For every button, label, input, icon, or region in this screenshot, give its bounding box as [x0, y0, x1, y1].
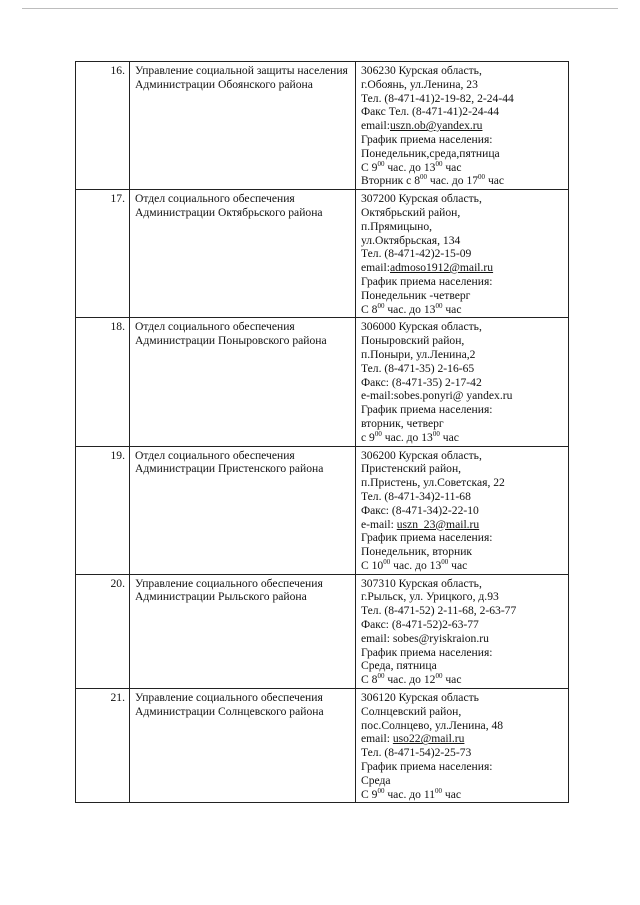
info-line: Поныровский район,: [361, 334, 465, 348]
info-line: пос.Солнцево, ул.Ленина, 48: [361, 718, 504, 732]
info-line: п.Пристень, ул.Советская, 22: [361, 476, 505, 490]
contact-info: [356, 446, 569, 574]
email-prefix: email:: [361, 119, 390, 133]
contact-info: [356, 62, 569, 190]
contact-info: [356, 689, 569, 803]
info-line: Факс: (8-471-34)2-22-10: [361, 503, 479, 517]
email-line: [361, 732, 564, 746]
schedule-hours: [361, 788, 564, 802]
row-number: 21.: [76, 689, 130, 803]
info-line: 306120 Курская область: [361, 691, 479, 705]
info-line: e-mail:sobes.ponyri@ yandex.ru: [361, 389, 513, 403]
hours-text: час: [448, 558, 468, 572]
info-line: Тел. (8-471-42)2-15-09: [361, 247, 472, 261]
minutes-superscript: 00: [377, 786, 385, 795]
info-line: Факс: (8-471-35) 2-17-42: [361, 375, 482, 389]
info-line: п.Поныри, ул.Ленина,2: [361, 347, 476, 361]
email-prefix: email:: [361, 732, 393, 746]
scan-edge-line: [22, 8, 618, 9]
hours-text: Вторник с 8: [361, 174, 421, 188]
table-row: [76, 62, 569, 190]
hours-text: час. до 13: [384, 302, 436, 316]
minutes-superscript: 00: [377, 301, 385, 310]
info-line: Факс: (8-471-52)2-63-77: [361, 618, 479, 632]
row-number: 18.: [76, 318, 130, 446]
info-line: email: sobes@ryiskraion.ru: [361, 631, 489, 645]
contact-info: [356, 574, 569, 688]
hours-text: час: [442, 302, 462, 316]
organization-name: Отдел социального обеспечения Администрации Пристенского района: [130, 446, 356, 574]
info-line: п.Прямицыно,: [361, 219, 433, 233]
hours-text: час: [439, 430, 459, 444]
info-line: ул.Октябрьская, 134: [361, 233, 461, 247]
row-number: 17.: [76, 190, 130, 318]
hours-text: С 8: [361, 302, 378, 316]
info-line: Понедельник,среда,пятница: [361, 146, 500, 160]
info-line: График приема населения:: [361, 132, 493, 146]
info-line: Октябрьский район,: [361, 205, 461, 219]
email-line: [361, 261, 564, 275]
hours-text: с 9: [361, 430, 375, 444]
table-row: [76, 574, 569, 688]
info-line: г.Рыльск, ул. Урицкого, д.93: [361, 590, 499, 604]
minutes-superscript: 00: [435, 672, 443, 681]
email-link[interactable]: uso22@mail.ru: [392, 732, 465, 746]
hours-text: час. до 17: [427, 174, 479, 188]
minutes-superscript: 00: [383, 557, 391, 566]
info-line: 307200 Курская область,: [361, 192, 482, 206]
minutes-superscript: 00: [435, 786, 443, 795]
hours-text: час. до 11: [384, 787, 436, 801]
info-line: График приема населения:: [361, 274, 493, 288]
info-line: Тел. (8-471-41)2-19-82, 2-24-44: [361, 91, 514, 105]
schedule-hours: [361, 303, 564, 317]
schedule-hours: [361, 174, 564, 188]
contact-info: [356, 318, 569, 446]
minutes-superscript: 00: [441, 557, 449, 566]
info-line: Пристенский район,: [361, 462, 462, 476]
email-prefix: e-mail:: [361, 517, 397, 531]
info-line: Тел. (8-471-52) 2-11-68, 2-63-77: [361, 604, 517, 618]
email-link[interactable]: uszn.ob@yandex.ru: [389, 119, 483, 133]
info-line: Тел. (8-471-35) 2-16-65: [361, 361, 475, 375]
email-link[interactable]: uszn_23@mail.ru: [396, 517, 480, 531]
info-line: График приема населения:: [361, 645, 493, 659]
info-line: Солнцевский район,: [361, 704, 462, 718]
table-row: [76, 689, 569, 803]
info-line: Тел. (8-471-54)2-25-73: [361, 746, 472, 760]
schedule-hours: [361, 431, 564, 445]
info-line: 306000 Курская область,: [361, 320, 482, 334]
minutes-superscript: 00: [377, 159, 385, 168]
row-number: 16.: [76, 62, 130, 190]
row-number: 20.: [76, 574, 130, 688]
info-line: Тел. (8-471-34)2-11-68: [361, 489, 471, 503]
info-line: График приема населения:: [361, 531, 493, 545]
organization-name: Управление социального обеспечения Администрации Рыльского района: [130, 574, 356, 688]
hours-text: час: [442, 673, 462, 687]
minutes-superscript: 00: [420, 173, 428, 182]
info-line: График приема населения:: [361, 403, 493, 417]
hours-text: час: [442, 160, 462, 174]
schedule-hours: [361, 559, 564, 573]
info-line: 306230 Курская область,: [361, 64, 482, 77]
organization-name: Отдел социального обеспечения Администрации Октябрьского района: [130, 190, 356, 318]
hours-text: час. до 13: [384, 160, 436, 174]
hours-text: С 10: [361, 558, 384, 572]
row-number: 19.: [76, 446, 130, 574]
email-link[interactable]: admoso1912@mail.ru: [389, 261, 494, 275]
contact-info: [356, 190, 569, 318]
social-services-table: [75, 61, 569, 803]
organization-name: Управление социальной защиты населения Администрации Обоянского района: [130, 62, 356, 190]
info-line: Понедельник -четверг: [361, 288, 471, 302]
info-line: 307310 Курская область,: [361, 576, 482, 590]
minutes-superscript: 00: [374, 429, 382, 438]
hours-text: С 9: [361, 160, 378, 174]
info-line: 306200 Курская область,: [361, 448, 482, 462]
table-row: [76, 446, 569, 574]
email-line: [361, 119, 564, 133]
hours-text: С 8: [361, 673, 378, 687]
hours-text: час. до 13: [381, 430, 433, 444]
hours-text: С 9: [361, 787, 378, 801]
organization-name: Отдел социального обеспечения Администрации Поныровского района: [130, 318, 356, 446]
schedule-hours: [361, 161, 564, 175]
info-line: г.Обоянь, ул.Ленина, 23: [361, 77, 478, 91]
table-row: [76, 318, 569, 446]
minutes-superscript: 00: [435, 301, 443, 310]
organization-name: Управление социального обеспечения Администрации Солнцевского района: [130, 689, 356, 803]
info-line: Понедельник, вторник: [361, 545, 473, 559]
info-line: График приема населения:: [361, 760, 493, 774]
hours-text: час: [485, 174, 505, 188]
info-line: Среда: [361, 773, 391, 787]
info-line: Факс Тел. (8-471-41)2-24-44: [361, 105, 499, 119]
hours-text: час. до 13: [390, 558, 442, 572]
info-line: Среда, пятница: [361, 659, 437, 673]
minutes-superscript: 00: [478, 173, 486, 182]
info-line: вторник, четверг: [361, 416, 444, 430]
minutes-superscript: 00: [435, 159, 443, 168]
hours-text: час. до 12: [384, 673, 436, 687]
table-row: [76, 190, 569, 318]
schedule-hours: [361, 673, 564, 687]
email-line: [361, 518, 564, 532]
hours-text: час: [442, 787, 462, 801]
minutes-superscript: 00: [377, 672, 385, 681]
minutes-superscript: 00: [432, 429, 440, 438]
email-prefix: email:: [361, 261, 390, 275]
